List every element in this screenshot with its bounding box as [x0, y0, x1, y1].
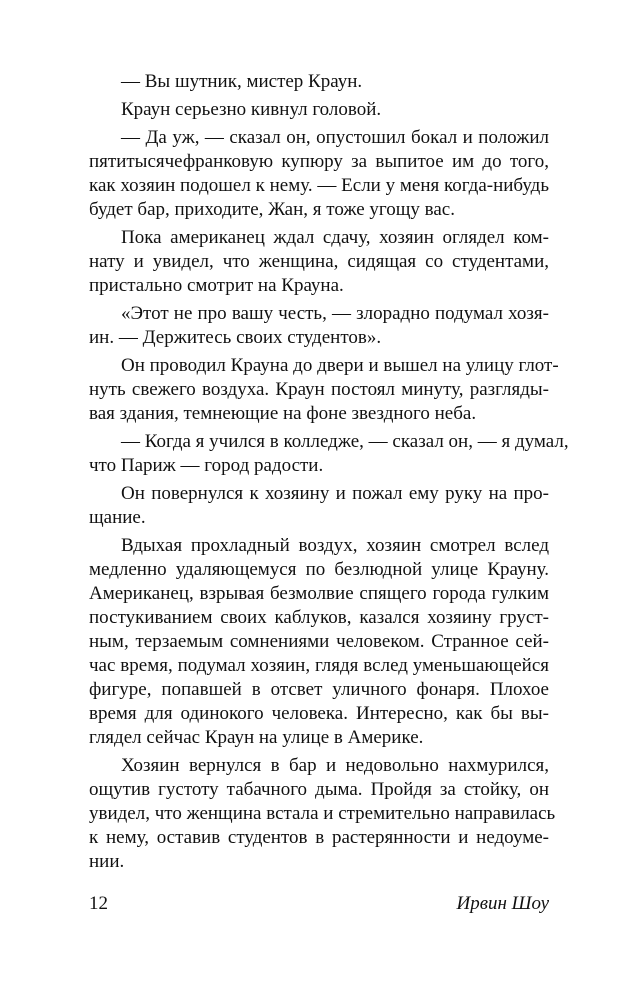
- text-line: пристально смотрит на Крауна.: [89, 275, 344, 296]
- text-line: увидел, что женщина встала и стремительно направилась: [89, 803, 556, 824]
- text-line: час время, подумал хозяин, глядя вслед уменьшающейся: [89, 655, 549, 676]
- text-line: нату и увидел, что женщина, сидящая со студентами,: [89, 251, 549, 272]
- text-line: как хозяин подошел к нему. — Если у меня когда-нибудь: [89, 175, 549, 196]
- body-text: [89, 70, 569, 874]
- text-line: к нему, оставив студентов в растерянности и недоуме-: [89, 827, 549, 848]
- text-line: Он повернулся к хозяину и пожал ему руку на про-: [121, 483, 549, 504]
- text-line: — Вы шутник, мистер Краун.: [121, 71, 363, 92]
- text-line: что Париж — город радости.: [89, 455, 324, 476]
- text-line: — Когда я учился в колледже, — сказал он, — я думал,: [121, 431, 569, 452]
- text-line: вая здания, темнеющие на фоне звездного неба.: [89, 403, 477, 424]
- text-line: Американец, взрывая безмолвие спящего города гулким: [89, 583, 549, 604]
- text-line: Краун серьезно кивнул головой.: [121, 99, 382, 120]
- text-line: ин. — Держитесь своих студентов».: [89, 327, 382, 348]
- text-line: будет бар, приходите, Жан, я тоже угощу вас.: [89, 199, 455, 220]
- text-line: время для одинокого человека. Интересно, как бы вы-: [89, 703, 549, 724]
- text-line: нии.: [89, 851, 125, 872]
- text-line: ным, терзаемым сомнениями человеком. Странное сей-: [89, 631, 549, 652]
- text-line: — Да уж, — сказал он, опустошил бокал и положил: [121, 127, 549, 148]
- text-line: медленно удаляющемуся по безлюдной улице Крауну.: [89, 559, 549, 580]
- text-line: «Этот не про вашу честь, — злорадно подумал хозя-: [121, 303, 549, 324]
- text-line: Хозяин вернулся в бар и недовольно нахмурился,: [121, 755, 549, 776]
- text-line: фигуре, попавшей в отсвет уличного фонаря. Плохое: [89, 679, 549, 700]
- text-line: ощутив густоту табачного дыма. Пройдя за стойку, он: [89, 779, 549, 800]
- text-line: нуть свежего воздуха. Краун постоял минуту, разгляды-: [89, 379, 549, 400]
- text-line: Пока американец ждал сдачу, хозяин оглядел ком-: [121, 227, 549, 248]
- text-line: щание.: [89, 507, 146, 528]
- text-line: пятитысячефранковую купюру за выпитое им до того,: [89, 151, 549, 172]
- running-footer-author: Ирвин Шоу: [456, 893, 549, 914]
- text-line: глядел сейчас Краун на улице в Америке.: [89, 727, 424, 748]
- text-line: Он проводил Крауна до двери и вышел на улицу глот-: [121, 355, 559, 376]
- text-line: Вдыхая прохладный воздух, хозяин смотрел вслед: [121, 535, 549, 556]
- text-line: постукиванием своих каблуков, казался хозяину груст-: [89, 607, 549, 628]
- page-number: 12: [89, 893, 108, 914]
